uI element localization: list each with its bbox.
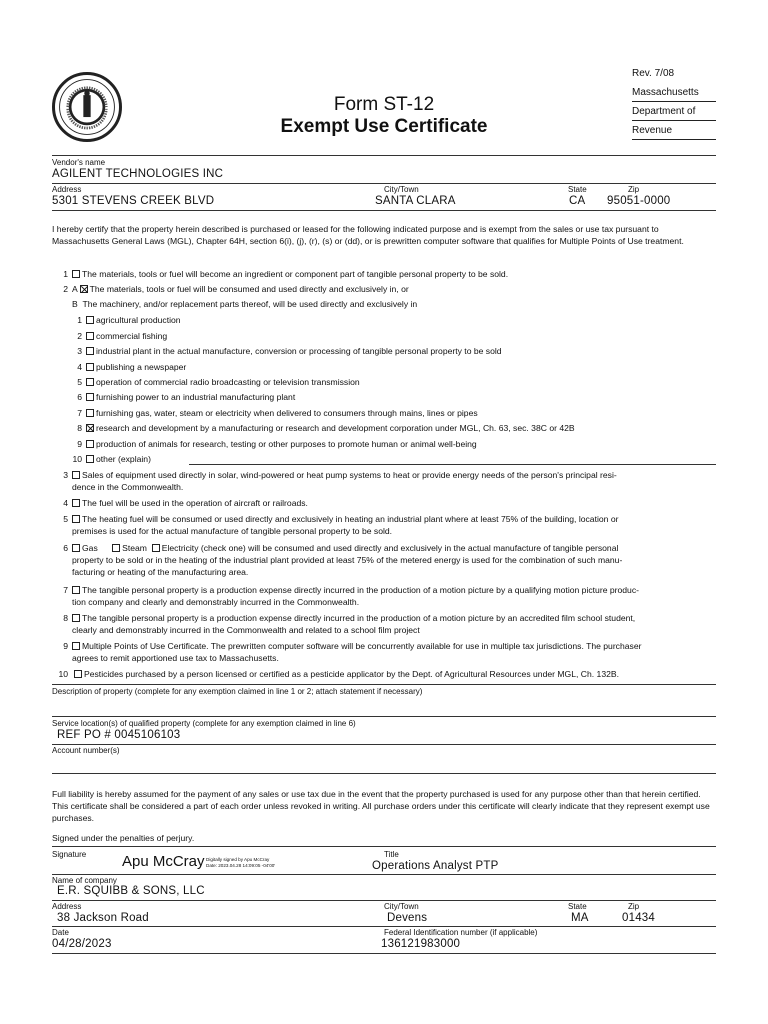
account-number-label: Account number(s) — [52, 746, 120, 755]
purchaser-address-label: Address — [52, 902, 82, 911]
item-6-electricity-checkbox[interactable] — [152, 544, 160, 552]
item-8-checkbox[interactable] — [72, 614, 80, 622]
item-3-checkbox[interactable] — [72, 471, 80, 479]
subitem-1-text: agricultural production — [96, 315, 181, 325]
item-6-gas-label: Gas — [82, 543, 98, 553]
vendor-name-label: Vendor's name — [52, 158, 106, 167]
item-4-number: 4 — [63, 498, 68, 508]
subitem-8-number: 8 — [77, 423, 82, 433]
description-label: Description of property (complete for any exemption claimed in line 1 or 2; attach statement if necessary) — [52, 687, 423, 696]
subitem-3-text: industrial plant in the actual manufacture, conversion or processing of tangible personal property to be sold — [96, 346, 502, 356]
subitem-10-number: 10 — [72, 454, 82, 464]
purchaser-address-field[interactable]: 38 Jackson Road — [57, 912, 149, 924]
title-label: Title — [384, 850, 399, 859]
signature-field[interactable]: Apu McCray — [122, 853, 205, 870]
item-5-number: 5 — [63, 514, 68, 524]
item-9-checkbox[interactable] — [72, 642, 80, 650]
item-6-steam-label: Steam — [122, 543, 147, 553]
subitem-8-text: research and development by a manufacturing or research and development corporation under MGL, Ch. 63, sec. 38C or 42B — [96, 423, 575, 433]
vendor-address-field[interactable]: 5301 STEVENS CREEK BLVD — [52, 195, 215, 207]
company-name-field[interactable]: E.R. SQUIBB & SONS, LLC — [57, 885, 205, 897]
perjury-statement: Signed under the penalties of perjury. — [52, 833, 195, 843]
fein-label: Federal Identification number (if applicable) — [384, 928, 538, 937]
agency-line-1: Massachusetts — [632, 83, 716, 102]
purchaser-city-label: City/Town — [384, 902, 419, 911]
subitem-7-text: furnishing gas, water, steam or electricity when delivered to consumers through mains, lines or pipes — [96, 408, 478, 418]
item-6-steam-checkbox[interactable] — [112, 544, 120, 552]
item-2-number: 2 — [63, 284, 68, 294]
date-label: Date — [52, 928, 69, 937]
vendor-state-field[interactable]: CA — [569, 195, 586, 207]
item-6-number: 6 — [63, 543, 68, 553]
vendor-zip-field[interactable]: 95051-0000 — [607, 195, 671, 207]
item-6-text-2: property to be sold or in the heating of the industrial plant provided at least 75% of the metered energy is used for the combination of such manu- — [72, 555, 623, 565]
subitem-6-number: 6 — [77, 392, 82, 402]
subitem-9-checkbox[interactable] — [86, 440, 94, 448]
agency-line-3: Revenue — [632, 121, 716, 140]
subitem-4-text: publishing a newspaper — [96, 362, 187, 372]
item-2a-checkbox[interactable] — [80, 285, 88, 293]
item-7-checkbox[interactable] — [72, 586, 80, 594]
item-3-text-2: dence in the Commonwealth. — [72, 482, 184, 492]
item-5-checkbox[interactable] — [72, 515, 80, 523]
item-6-gas-checkbox[interactable] — [72, 544, 80, 552]
agency-block — [632, 64, 716, 140]
subitem-5-text: operation of commercial radio broadcasting or television transmission — [96, 377, 360, 387]
subitem-9-text: production of animals for research, testing or other purposes to promote human or animal well-being — [96, 439, 477, 449]
digital-signature-line-1: Digitally signed by Apu McCray — [206, 857, 270, 862]
item-5-text-1: The heating fuel will be consumed or used directly and exclusively in heating an industrial plant where at least 75% of the building, location or — [82, 514, 619, 524]
purchaser-state-field[interactable]: MA — [571, 912, 589, 924]
purchaser-city-field[interactable]: Devens — [387, 912, 428, 924]
item-5-text-2: premises is used for the actual manufacture of tangible personal property to be sold. — [72, 526, 393, 536]
item-8-text-1: The tangible personal property is a production expense directly incurred in the production of a motion picture by an accredited film school student, — [82, 613, 636, 623]
description-field[interactable] — [52, 716, 716, 717]
item-6-text-3: facturing or heating of the manufacturing area. — [72, 567, 249, 577]
subitem-6-text: furnishing power to an industrial manufacturing plant — [96, 392, 296, 402]
digital-signature-stamp — [206, 857, 275, 868]
vendor-address-label: Address — [52, 185, 82, 194]
subitem-8-checkbox[interactable] — [86, 424, 94, 432]
item-10-text: Pesticides purchased by a person licensed or certified as a pesticide applicator by the Dept. of Agricultural Resources under MGL, Ch. 132B. — [84, 669, 620, 679]
item-8-number: 8 — [63, 613, 68, 623]
subitem-5-number: 5 — [77, 377, 82, 387]
item-3-text-1: Sales of equipment used directly in solar, wind-powered or heat pump systems to heat or provide energy needs of the person's principal resi- — [82, 470, 617, 480]
certification-intro: I hereby certify that the property herein described is purchased or leased for the following indicated purpose and is exempt from the sales or use tax pursuant to Massachusetts General Laws (MGL), Chapter 64H, section 6(i), (j), (r), (s) or (dd), or is prewritten computer software that qualifies for Multiple Points of Use treatment. — [52, 224, 684, 246]
date-field[interactable]: 04/28/2023 — [52, 938, 112, 950]
revision-date: Rev. 7/08 — [632, 68, 675, 79]
item-1-text: The materials, tools or fuel will become an ingredient or component part of tangible personal property to be sold. — [82, 269, 509, 279]
title-field[interactable]: Operations Analyst PTP — [372, 860, 499, 872]
item-9-text-2: agrees to remit apportioned use tax to Massachusetts. — [72, 653, 279, 663]
digital-signature-line-2: Date: 2023.04.28 14:09:05 -04'00' — [206, 862, 276, 868]
vendor-name-field[interactable]: AGILENT TECHNOLOGIES INC — [52, 168, 224, 180]
vendor-zip-label: Zip — [628, 185, 640, 194]
liability-statement: Full liability is hereby assumed for the payment of any sales or use tax due in the event that the property purchased is used for any purpose other than that herein certified. This certificate shall be considered a part of each order unless revoked in writing. All purchase orders under this certificate will clearly indicate that they represent exempt use purchases. — [52, 789, 710, 823]
item-8-text-2: clearly and demonstrably incurred in the Commonwealth and related to a school film project — [72, 625, 420, 635]
item-7-number: 7 — [63, 585, 68, 595]
service-location-field[interactable]: REF PO # 0045106103 — [57, 729, 181, 741]
item-1-number: 1 — [63, 269, 68, 279]
fein-field[interactable]: 136121983000 — [381, 938, 461, 950]
purchaser-zip-field[interactable]: 01434 — [622, 912, 655, 924]
purchaser-zip-label: Zip — [628, 902, 640, 911]
subitem-10-checkbox[interactable] — [86, 455, 94, 463]
item-9-text-1: Multiple Points of Use Certificate. The prewritten computer software will be concurrently available for use in multiple tax jurisdictions. The purchaser — [82, 641, 642, 651]
vendor-city-field[interactable]: SANTA CLARA — [375, 195, 456, 207]
subitem-7-checkbox[interactable] — [86, 409, 94, 417]
item-3-number: 3 — [63, 470, 68, 480]
subitem-1-number: 1 — [77, 315, 82, 325]
subitem-2-number: 2 — [77, 331, 82, 341]
item-9-number: 9 — [63, 641, 68, 651]
other-explain-line[interactable] — [189, 464, 716, 465]
subitem-3-number: 3 — [77, 346, 82, 356]
item-2b-letter: B — [72, 299, 78, 309]
purchaser-state-label: State — [568, 902, 587, 911]
item-7-text-1: The tangible personal property is a production expense directly incurred in the production of a motion picture by a qualifying motion picture produc- — [82, 585, 639, 595]
subitem-4-checkbox[interactable] — [86, 363, 94, 371]
item-10-checkbox[interactable] — [74, 670, 82, 678]
item-4-checkbox[interactable] — [72, 499, 80, 507]
company-name-label: Name of company — [52, 876, 117, 885]
item-2b-text: The machinery, and/or replacement parts thereof, will be used directly and exclusively in — [82, 299, 418, 309]
subitem-3-checkbox[interactable] — [86, 347, 94, 355]
subitem-5-checkbox[interactable] — [86, 378, 94, 386]
account-number-field[interactable] — [52, 773, 716, 774]
item-1-checkbox[interactable] — [72, 270, 80, 278]
subitem-4-number: 4 — [77, 362, 82, 372]
form-title: Exempt Use Certificate — [280, 116, 488, 137]
item-6-text-1: Electricity (check one) will be consumed and used directly and exclusively in the actual manufacture of tangible personal — [161, 543, 619, 553]
subitem-9-number: 9 — [77, 439, 82, 449]
agency-line-2-text: Department of — [632, 106, 696, 117]
service-location-label: Service location(s) of qualified property (complete for any exemption claimed in line 6) — [52, 719, 356, 728]
subitem-2-text: commercial fishing — [96, 331, 168, 341]
item-10-number: 10 — [58, 669, 68, 679]
subitem-10-text: other (explain) — [96, 454, 151, 464]
subitem-7-number: 7 — [77, 408, 82, 418]
item-2a-letter: A — [72, 284, 78, 294]
item-2a-text: The materials, tools or fuel will be consumed and used directly and exclusively in, or — [89, 284, 409, 294]
item-4-text: The fuel will be used in the operation of aircraft or railroads. — [82, 498, 308, 508]
item-7-text-2: tion company and clearly and demonstrably incurred in the Commonwealth. — [72, 597, 360, 607]
vendor-city-label: City/Town — [384, 185, 419, 194]
form-number: Form ST-12 — [333, 94, 435, 115]
agency-line-2 — [632, 102, 716, 121]
subitem-6-checkbox[interactable] — [86, 393, 94, 401]
vendor-state-label: State — [568, 185, 587, 194]
subitem-1-checkbox[interactable] — [86, 316, 94, 324]
subitem-2-checkbox[interactable] — [86, 332, 94, 340]
signature-label: Signature — [52, 850, 87, 859]
